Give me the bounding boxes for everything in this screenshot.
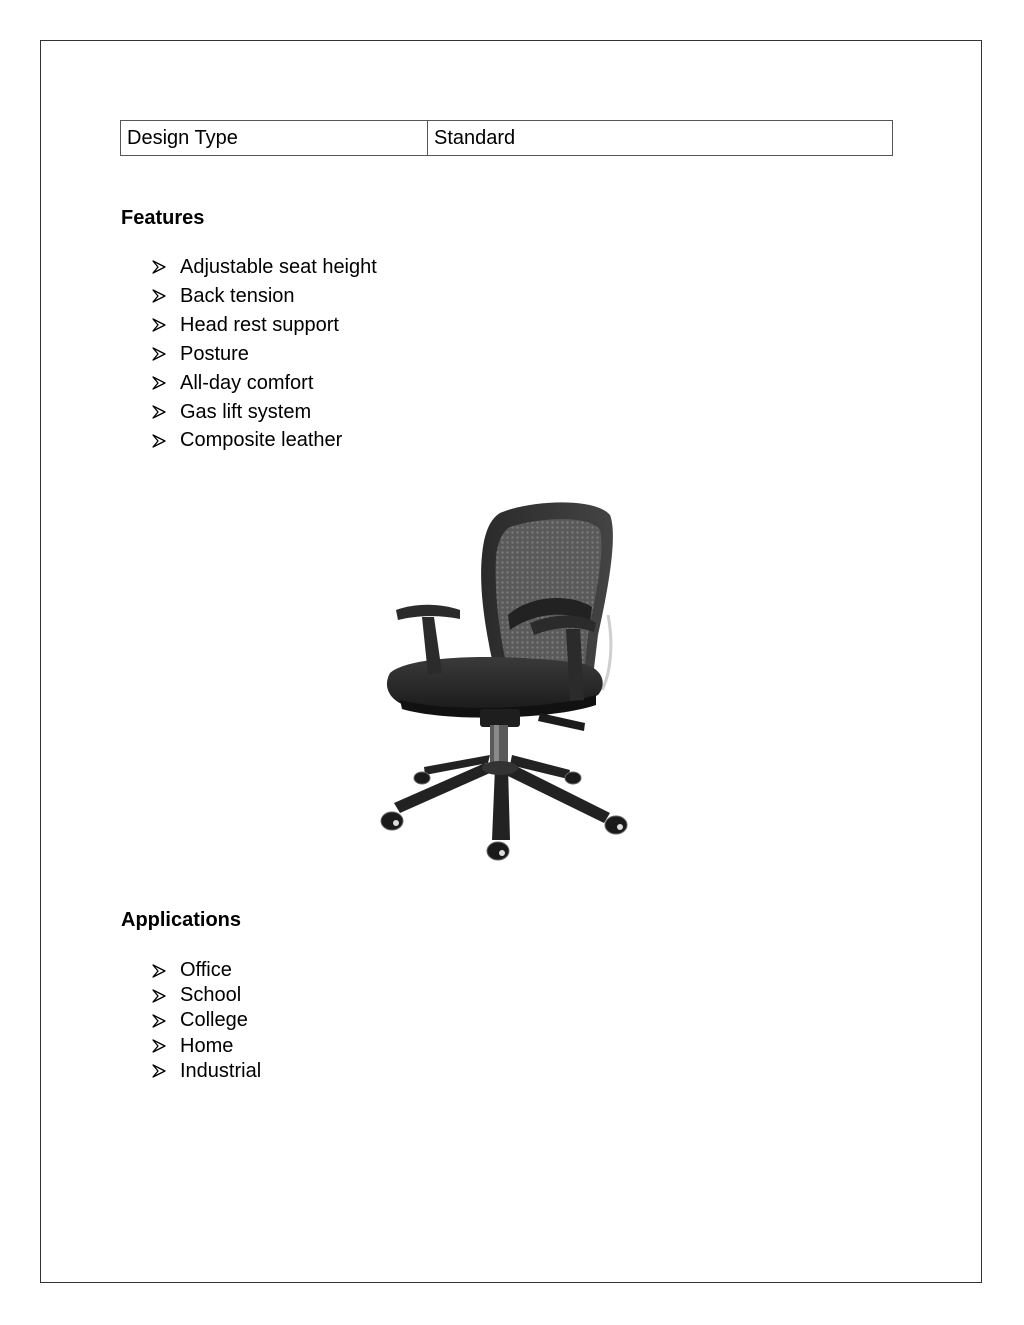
arrow-bullet-icon [152,989,180,1003]
office-chair-image [370,495,640,870]
feature-label: Adjustable seat height [180,256,377,278]
feature-label: Head rest support [180,313,339,336]
application-label: School [180,984,242,1007]
arrow-bullet-icon [152,405,180,419]
application-label: Industrial [180,1059,262,1082]
features-heading: Features [121,207,205,229]
application-label: Office [180,959,232,981]
list-item [152,398,377,427]
arrow-bullet-icon [152,289,180,303]
arrow-bullet-icon [152,260,180,274]
list-item [152,369,377,398]
list-item [152,1008,261,1033]
list-item [152,311,377,340]
arrow-bullet-icon [152,1064,180,1078]
list-item [152,253,377,282]
arrow-bullet-icon [152,318,180,332]
feature-label: Gas lift system [180,400,312,423]
applications-heading: Applications [121,909,242,931]
arrow-bullet-icon [152,347,180,361]
application-label: College [180,1009,248,1032]
list-item [152,340,377,369]
list-item [152,1034,261,1059]
design-type-value: Standard [428,121,893,156]
arrow-bullet-icon [152,376,180,390]
list-item [152,282,377,311]
list-item [152,983,261,1008]
application-label: Home [180,1034,234,1057]
design-type-label: Design Type [121,121,428,156]
arrow-bullet-icon [152,1014,180,1028]
feature-label: All-day comfort [180,371,314,394]
spec-table [120,120,893,156]
arrow-bullet-icon [152,434,180,448]
arrow-bullet-icon [152,1039,180,1053]
arrow-bullet-icon [152,964,180,978]
list-item [152,958,261,983]
list-item [152,426,377,455]
features-list [152,253,377,455]
list-item [152,1059,261,1084]
table-row [121,121,893,156]
feature-label: Posture [180,342,249,365]
applications-list [152,958,261,1084]
feature-label: Back tension [180,284,295,307]
feature-label: Composite leather [180,429,343,452]
